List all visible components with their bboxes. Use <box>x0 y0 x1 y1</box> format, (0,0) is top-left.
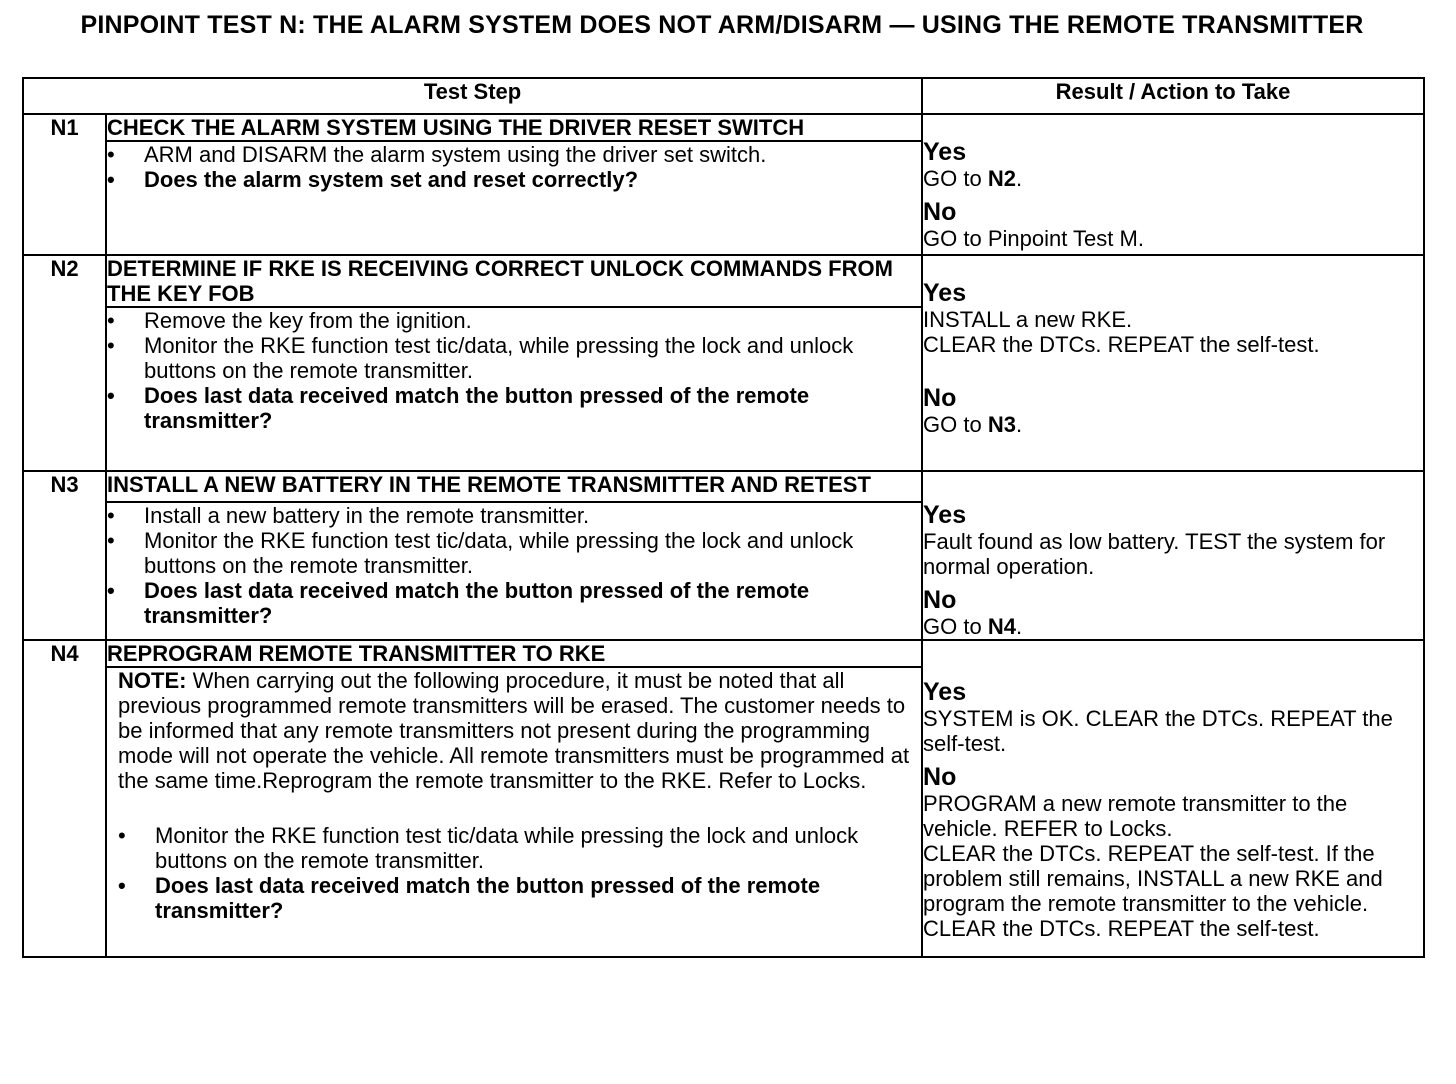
step-name: CHECK THE ALARM SYSTEM USING THE DRIVER RESET SWITCH <box>106 114 922 141</box>
no-action: GO to Pinpoint Test M. <box>923 226 1144 251</box>
step-result <box>922 255 1424 471</box>
list-item: • Monitor the RKE function test tic/data, while pressing the lock and unlock buttons on the remote transmitter. <box>107 528 854 578</box>
no-action-2: CLEAR the DTCs. REPEAT the self-test. If the problem still remains, INSTALL a new RKE and program the remote transmitter to the vehicle. <box>923 841 1383 916</box>
step-header-row <box>23 114 1424 141</box>
no-label: No <box>923 586 957 614</box>
step-body <box>106 667 922 957</box>
list-item: • Monitor the RKE function test tic/data while pressing the lock and unlock buttons on the remote transmitter. <box>118 823 859 873</box>
step-number: N1 <box>23 114 106 255</box>
step-body <box>106 141 922 255</box>
list-item: • Install a new battery in the remote transmitter. <box>107 503 590 528</box>
step-number: N3 <box>23 471 106 640</box>
step-body <box>106 502 922 640</box>
list-item: • Does last data received match the button pressed of the remote transmitter? <box>107 383 810 433</box>
table-header-row <box>23 78 1424 114</box>
step-header-row <box>23 640 1424 667</box>
no-action: GO to N3. <box>923 412 1023 437</box>
step-result <box>922 114 1424 255</box>
yes-label: Yes <box>923 279 967 307</box>
yes-label: Yes <box>923 138 967 166</box>
header-result-action: Result / Action to Take <box>922 78 1424 114</box>
yes-action: GO to N2. <box>923 166 1023 191</box>
list-item: • ARM and DISARM the alarm system using the driver set switch. <box>107 142 767 167</box>
yes-action: Fault found as low battery. TEST the system for normal operation. <box>923 529 1386 579</box>
no-action: PROGRAM a new remote transmitter to the vehicle. REFER to Locks. <box>923 791 1348 841</box>
step-number: N2 <box>23 255 106 471</box>
header-test-step: Test Step <box>23 78 922 114</box>
yes-action: INSTALL a new RKE. <box>923 307 1133 332</box>
no-action: GO to N4. <box>923 614 1023 639</box>
no-label: No <box>923 384 957 412</box>
no-action-3: CLEAR the DTCs. REPEAT the self-test. <box>923 916 1320 941</box>
yes-action: SYSTEM is OK. CLEAR the DTCs. REPEAT the self-test. <box>923 706 1393 756</box>
note-label: NOTE: <box>118 668 187 693</box>
note-text: When carrying out the following procedure, it must be noted that all previous programmed remote transmitters will be erased. The customer needs to be informed that any remote transmitters not present during the programming mode will not operate the vehicle. All remote transmitters must be programmed at the same time.Reprogram the remote transmitter to the RKE. Refer to Locks. <box>118 668 910 793</box>
step-name: INSTALL A NEW BATTERY IN THE REMOTE TRANSMITTER AND RETEST <box>106 471 922 502</box>
step-body <box>106 307 922 471</box>
note-block <box>118 668 921 793</box>
list-item: • Does last data received match the button pressed of the remote transmitter? <box>118 873 821 923</box>
no-label: No <box>923 198 957 226</box>
page-title: PINPOINT TEST N: THE ALARM SYSTEM DOES NOT ARM/DISARM — USING THE REMOTE TRANSMITTER <box>80 11 1364 39</box>
yes-label: Yes <box>923 678 967 706</box>
list-item: • Does last data received match the button pressed of the remote transmitter? <box>107 578 810 628</box>
list-item: • Monitor the RKE function test tic/data, while pressing the lock and unlock buttons on the remote transmitter. <box>107 333 854 383</box>
step-number: N4 <box>23 640 106 957</box>
step-header-row <box>23 471 1424 502</box>
step-name: REPROGRAM REMOTE TRANSMITTER TO RKE <box>106 640 922 667</box>
yes-action-2: CLEAR the DTCs. REPEAT the self-test. <box>923 332 1320 357</box>
pinpoint-test-table <box>22 77 1425 958</box>
list-item: • Remove the key from the ignition. <box>107 308 472 333</box>
step-header-row <box>23 255 1424 307</box>
step-result <box>922 640 1424 957</box>
step-name: DETERMINE IF RKE IS RECEIVING CORRECT UNLOCK COMMANDS FROM THE KEY FOB <box>106 255 922 307</box>
yes-label: Yes <box>923 501 967 529</box>
no-label: No <box>923 763 957 791</box>
step-result <box>922 471 1424 640</box>
list-item: • Does the alarm system set and reset correctly? <box>107 167 639 192</box>
